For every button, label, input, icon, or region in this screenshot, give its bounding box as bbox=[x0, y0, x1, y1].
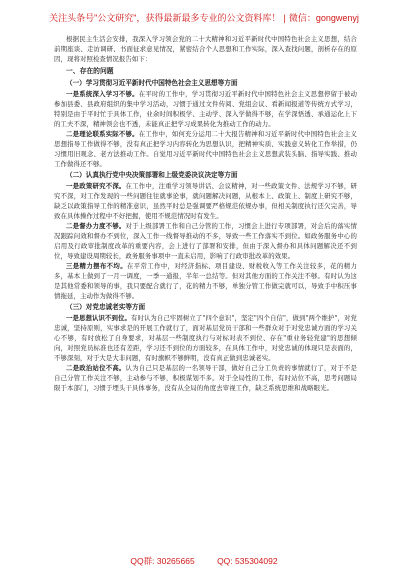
header-banner bbox=[0, 13, 408, 24]
paragraph-lead: 二是督办力度不够。 bbox=[66, 222, 126, 230]
paragraph-text: 认为自己只是基层的一名领导干部，做好自己分工负责的事情就行了，对于不是自己分管工作关注不够，主动参与不够，积极谋划不多。对于全局性的工作，有时站位不高，思考问题局限于本部门，习惯于埋头干具体事务，没有从全局的角度去审视工作，缺乏系统思维和战略眼光。 bbox=[54, 364, 357, 392]
paragraph-text: 在平常工作中，对经济指标、项目建设、财税收入等工作关注较多，花的精力多，基本上做到了一月一调度，一季一通报，半年一总结等。但对其他方面的工作关注不够。有时认为这是其他常委和领导的事，我只要配合就行了，花的精力不够，单独分管工作做完就可以，导致手中积压事情拖延，主动作为做得不够。 bbox=[54, 262, 357, 300]
intro-paragraph: 根据民主生活会安排，我深入学习领会党的二十大精神和习近平新时代中国特色社会主义思想，结合前期座谈、走访调研、书面征求意见情况，紧密结合个人思想和工作实际，深入查找问题，剖析存在的原因，现将对照检查情况报告如下： bbox=[54, 35, 357, 63]
paragraph-lead: 一是政策研究不深。 bbox=[66, 182, 126, 190]
paragraph-text: 在平时的工作中，学习贯彻习近平新时代中国特色社会主义思想停留于被动参加县委、县政府组织的集中学习活动，习惯于通过文件传阅、党组会议、看新闻报道等传统方式学习，特别是由于平时忙于具体工作，业余时间积极学、主动学、深入学做得不够，在学深悟透、承通运化上下的工夫不深，精神领会也不透，未能真正把学习成果转化为推动工作的动力。 bbox=[54, 90, 357, 128]
footer-qq: QQ: 535304092 bbox=[217, 556, 278, 566]
footer-contact bbox=[0, 555, 408, 567]
header-text-primary: 关注头条号"公文研究"，获得最新最多专业的公文资料库！ bbox=[49, 13, 281, 23]
paragraph-text: 对于上级部署工作和自己分管的工作，习惯会上进行专项部署，对会后的落实情况跟踪问效和督办不到位，深入工作一线督导推动的不多，导致一些工作落实不到位。如政务服务中心的启用及行政审批制度改革的重要内容，会上进行了部署和安排，但由于深入督办和具体问题解决还不到位，导致建设周期较长，政务服务事项中一直未启用，影响了行政审批改革的效果。 bbox=[54, 222, 357, 260]
paragraph bbox=[54, 181, 357, 221]
subsection-title-2: （二）认真执行党中央决策部署和上级党委决议决定等方面 bbox=[66, 171, 238, 179]
paragraph-lead: 一是思想认识不到位。 bbox=[66, 314, 131, 322]
paragraph-lead: 二是理论联系实际不够。 bbox=[66, 130, 139, 138]
footer-qq-group: QQ群: 30265665 bbox=[130, 556, 195, 566]
paragraph-text: 在工作中，注重学习领导讲话、会议精神，对一些政策文件、法规学习不够，研究不深，对工作发现的一些问题往往就事论事，就问题解决问题，从根本上、政策上、制度上研究不够，缺乏以政策指导工作的精准意识，虽然平时总是强调要严格规范依规办事，但相关制度执行还欠完善，导致在具体操作过程中不好把握，使用不规范情况时有发生。 bbox=[54, 182, 357, 220]
paragraph-text: 有时认为自己牢固树立了"四个意识"，坚定"四个自信"，做到"两个维护"，对党忠诚，坚持原则，实事求是的开展工作就行了，面对基层党员干部和一些群众对于对党忠诚方面的学习关心不够，有时放松了自身要求，对基层一些制度执行与对标对表不到位、存在"重业务轻党建"的思想倾向，对照党员标准也还有差距，学习还不到位的方面较多，在具体工作中，对党忠诚的体现只是表面的，不够深刻，对于大是大非问题，有时旗帜不够鲜明，没有真正做到忠诚老实。 bbox=[54, 314, 358, 362]
paragraph bbox=[54, 363, 357, 393]
paragraph bbox=[54, 261, 357, 301]
paragraph-lead: 三是精力摆布不均。 bbox=[66, 262, 127, 270]
header-wechat: 微信：gongwenyj bbox=[288, 13, 359, 23]
subsection-title-3: （三）对党忠诚老实等方面 bbox=[66, 303, 146, 311]
section-title: 一、存在的问题 bbox=[66, 67, 114, 75]
paragraph bbox=[54, 221, 357, 261]
document-body bbox=[54, 34, 357, 393]
paragraph-lead: 一是系统深入学习不够。 bbox=[66, 90, 139, 98]
header-separator: | bbox=[283, 13, 286, 23]
paragraph-text: 在工作中，如何充分运用二十大报告精神和习近平新时代中国特色社会主义思想指导工作做得不够，没有真正把学习内容转化为思想认识，把精神实质、实践意义转化工作举措，仍习惯用旧观念、老方法推动工作。自觉用习近平新时代中国特色社会主义思想武装头脑、指导实践、推动工作做得还不够。 bbox=[54, 130, 357, 168]
paragraph bbox=[54, 129, 357, 169]
paragraph-lead: 二是政治站位不高。 bbox=[66, 364, 126, 372]
paragraph bbox=[54, 313, 357, 363]
subsection-title-1: （一）学习贯彻习近平新时代中国特色社会主义思想等方面 bbox=[66, 79, 238, 87]
paragraph bbox=[54, 89, 357, 129]
